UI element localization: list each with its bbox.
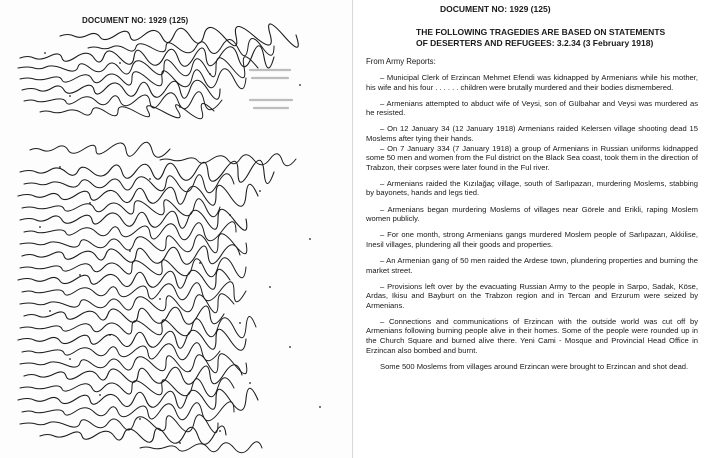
report-paragraph: – Armenians raided the Kızılağaç village, south of Sarlıpazarı, murdering Moslems, stabbing by bayonets, hands and legs tied. (366, 178, 698, 198)
report-paragraph: Some 500 Moslems from villages around Erzincan were brought to Erzincan and shot dead. (380, 361, 689, 371)
report-paragraph: – Armenians began murdering Moslems of villages near Görele and Erikli, raping Moslem women publicly. (366, 204, 698, 224)
report-body (366, 73, 698, 378)
report-paragraph: – On 12 January 34 (12 January 1918) Armenians raided Kelersen village shooting dead 15 Moslems after tying their hands. (366, 124, 698, 143)
report-paragraph: – On 7 January 334 (7 January 1918) a group of Armenians in Russian uniforms kidnapped some 50 men and women from the Ful district on the Black Sea coast, took them in the direction of Trabzon, their corpses were later found in the Ful river. (366, 143, 698, 172)
report-paragraph: – Provisions left over by the evacuating Russian Army to the people in Sarpo, Sadak, Köse, Ardas, Ikisu and Bayburt on the Trabzon region and in Tercan and Erzurum were seized by Armenians. (366, 281, 698, 310)
page-gutter (352, 0, 353, 458)
right-document-number: DOCUMENT NO: 1929 (125) (440, 4, 551, 14)
handwritten-ottoman-script (0, 0, 352, 458)
report-paragraph: – An Armenian gang of 50 men raided the Ardese town, plundering properties and burning the market street. (366, 255, 698, 275)
left-page-manuscript (0, 0, 352, 458)
report-paragraph: – Municipal Clerk of Erzincan Mehmet Efendi was kidnapped by Armenians while his mother, his wife and his four . . . . . . children were brutally murdered and their bodies dismembered. (366, 73, 698, 92)
report-paragraph: – Connections and communications of Erzincan with the outside world was cut off by Armenians following burning people alive in their homes. Some of the people were rounded up in the Church Square and burned alive there. Yeni Cami - Mosque and Provincial Head Office in Erzincan also bombed and burnt. (366, 316, 698, 355)
intro-line: From Army Reports: (366, 57, 436, 66)
report-paragraph: – Armenians attempted to abduct wife of Veysi, son of Gülbahar and Veysi was murdered as he resisted. (366, 98, 698, 118)
report-paragraph: – For one month, strong Armenians gangs murdered Moslem people of Sarlıpazarı, Akkilise, Inesil villages, plundering all their goods and properties. (366, 230, 698, 249)
document-heading: THE FOLLOWING TRAGEDIES ARE BASED ON STATEMENTS OF DESERTERS AND REFUGEES: 3.2.34 (3 February 1918) (416, 27, 666, 48)
left-document-number: DOCUMENT NO: 1929 (125) (82, 16, 189, 25)
right-page-translation (356, 0, 704, 458)
